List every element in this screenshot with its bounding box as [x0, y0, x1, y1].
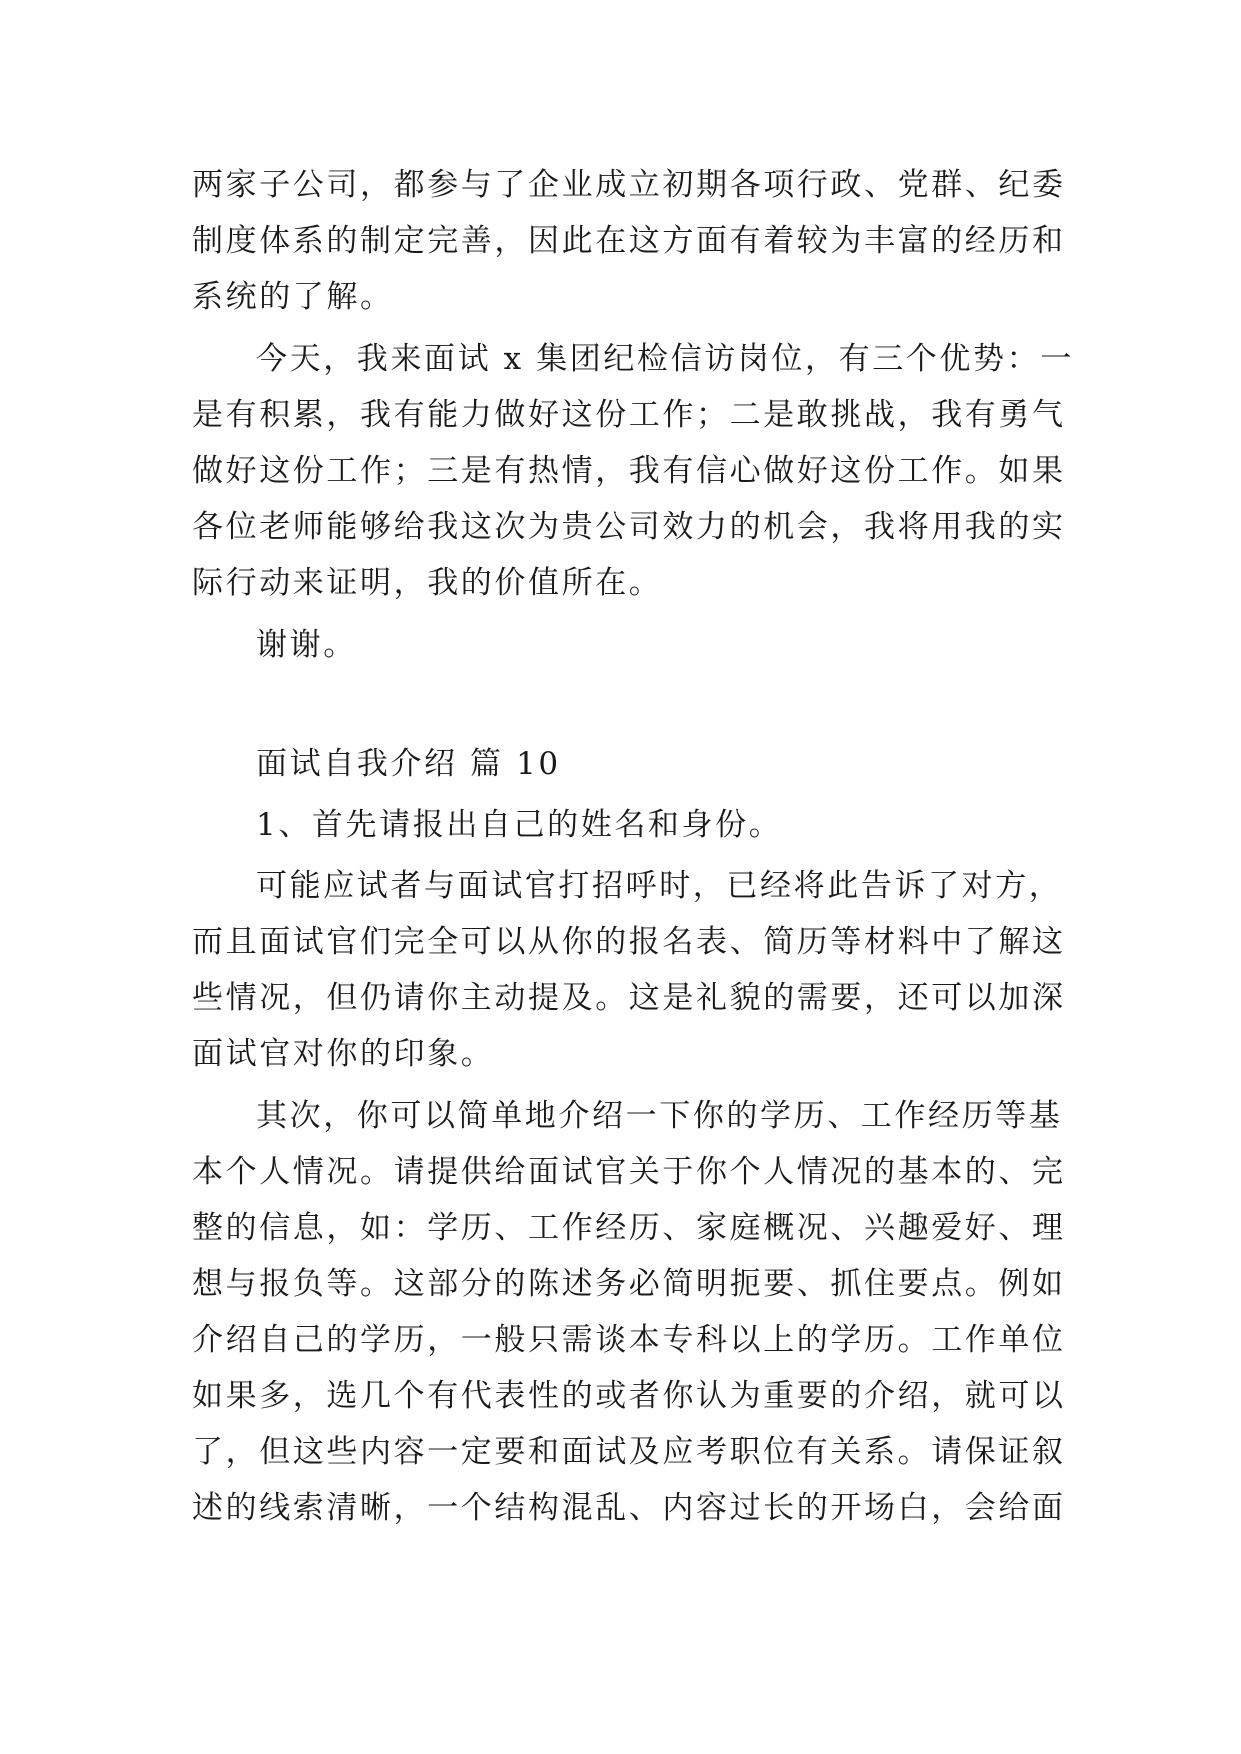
text-line: 各位老师能够给我这次为贵公司效力的机会，我将用我的实: [192, 509, 1066, 545]
text-line: 介绍自己的学历，一般只需谈本专科以上的学历。工作单位: [192, 1322, 1066, 1358]
text-line: 制度体系的制定完善，因此在这方面有着较为丰富的经历和: [192, 223, 1066, 259]
text-line: 际行动来证明，我的价值所在。: [192, 565, 663, 601]
text-line: 些情况，但仍请你主动提及。这是礼貌的需要，还可以加深: [192, 980, 1066, 1016]
section-heading: 面试自我介绍 篇 10: [256, 746, 561, 782]
text-line: 述的线索清晰，一个结构混乱、内容过长的开场白，会给面: [192, 1490, 1066, 1526]
text-line: 如果多，选几个有代表性的或者你认为重要的介绍，就可以: [192, 1378, 1066, 1414]
text-line: 而且面试官们完全可以从你的报名表、简历等材料中了解这: [192, 924, 1066, 960]
closing-line: 谢谢。: [256, 627, 357, 663]
paragraph-first-line: 可能应试者与面试官打招呼时，已经将此告诉了对方，: [256, 868, 1063, 904]
paragraph-first-line: 今天，我来面试 x 集团纪检信访岗位，有三个优势：一: [256, 341, 1074, 377]
paragraph-first-line: 其次，你可以简单地介绍一下你的学历、工作经历等基: [256, 1098, 1063, 1134]
text-line: 想与报负等。这部分的陈述务必简明扼要、抓住要点。例如: [192, 1266, 1066, 1302]
numbered-item: 1、首先请报出自己的姓名和身份。: [256, 807, 783, 843]
text-line: 了，但这些内容一定要和面试及应考职位有关系。请保证叙: [192, 1434, 1066, 1470]
text-line: 是有积累，我有能力做好这份工作；二是敢挑战，我有勇气: [192, 397, 1066, 433]
text-line: 两家子公司，都参与了企业成立初期各项行政、党群、纪委: [192, 167, 1066, 203]
text-line: 整的信息，如：学历、工作经历、家庭概况、兴趣爱好、理: [192, 1210, 1066, 1246]
text-line: 面试官对你的印象。: [192, 1036, 495, 1072]
text-line: 做好这份工作；三是有热情，我有信心做好这份工作。如果: [192, 453, 1066, 489]
text-line: 系统的了解。: [192, 279, 394, 315]
text-line: 本个人情况。请提供给面试官关于你个人情况的基本的、完: [192, 1154, 1066, 1190]
